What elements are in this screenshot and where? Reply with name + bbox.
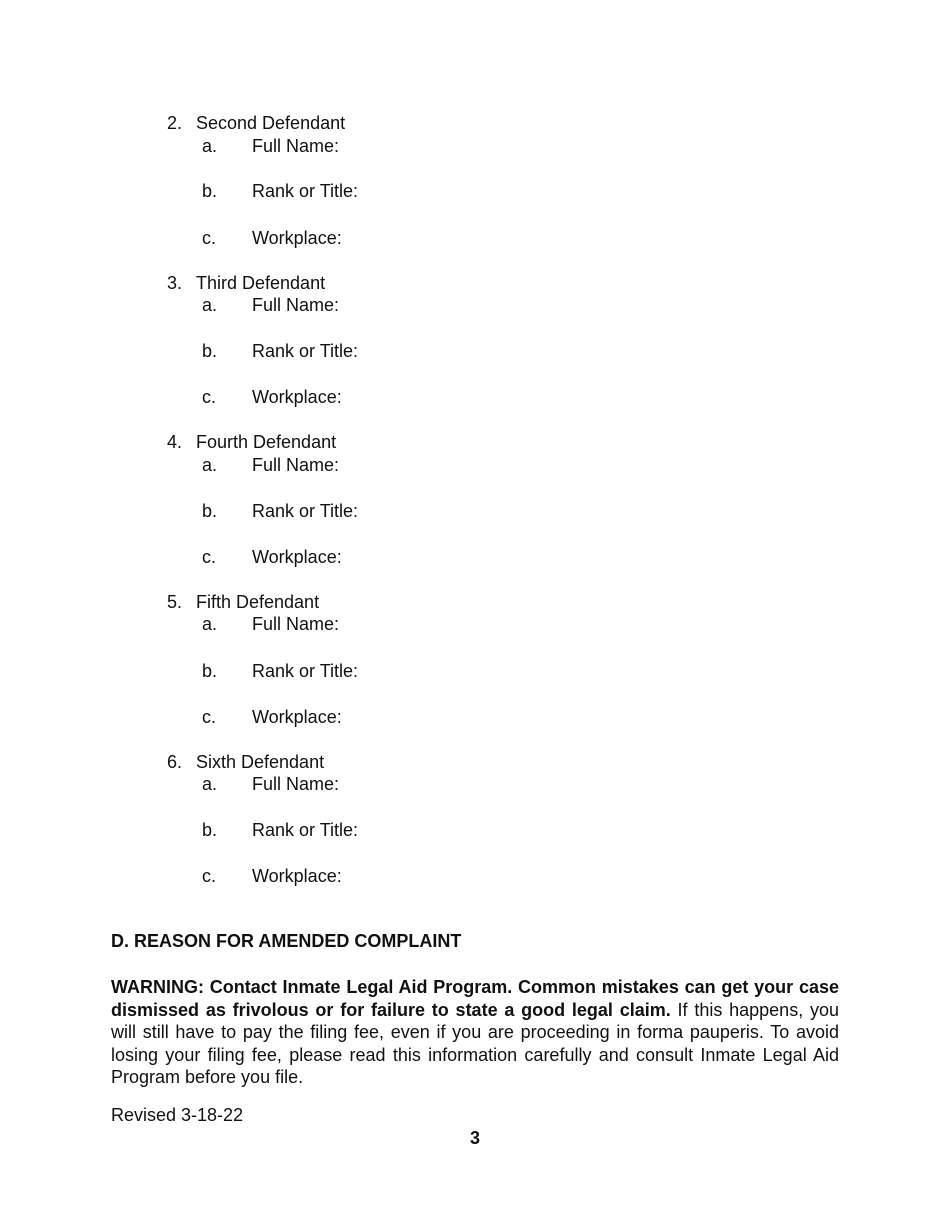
defendant-title: Third Defendant [196, 273, 326, 293]
field-letter: c. [202, 547, 217, 567]
defendant-heading [167, 431, 336, 453]
field-full-name [202, 135, 339, 157]
field-workplace [202, 706, 342, 728]
field-letter: b. [202, 181, 218, 201]
field-label: Full Name: [252, 774, 340, 794]
defendant-number: 2. [167, 113, 183, 133]
field-rank-title [202, 819, 358, 841]
field-workplace [202, 227, 342, 249]
defendant-heading [167, 751, 324, 773]
field-letter: c. [202, 228, 217, 248]
defendant-title: Fourth Defendant [196, 432, 337, 452]
field-letter: b. [202, 341, 218, 361]
defendant-number: 5. [167, 592, 183, 612]
field-label: Full Name: [252, 614, 340, 634]
field-full-name [202, 454, 339, 476]
defendant-title: Second Defendant [196, 113, 346, 133]
field-letter: a. [202, 614, 218, 634]
field-rank-title [202, 340, 358, 362]
field-label: Workplace: [252, 228, 342, 248]
defendant-heading [167, 591, 319, 613]
field-rank-title [202, 660, 358, 682]
field-letter: c. [202, 387, 217, 407]
field-label: Workplace: [252, 387, 342, 407]
page-number: 3 [469, 1128, 480, 1148]
field-label: Full Name: [252, 455, 340, 475]
field-label: Workplace: [252, 866, 342, 886]
defendant-number: 6. [167, 752, 183, 772]
field-label: Full Name: [252, 136, 340, 156]
field-letter: b. [202, 661, 218, 681]
field-letter: c. [202, 866, 217, 886]
field-label: Full Name: [252, 295, 340, 315]
field-label: Rank or Title: [252, 341, 359, 361]
field-letter: b. [202, 820, 218, 840]
field-label: Workplace: [252, 547, 342, 567]
field-label: Rank or Title: [252, 661, 359, 681]
field-label: Rank or Title: [252, 501, 359, 521]
field-letter: a. [202, 295, 218, 315]
field-rank-title [202, 500, 358, 522]
field-letter: a. [202, 774, 218, 794]
warning-body-text: If this happens, you will still have to pay the filing fee, even if you are proceeding in forma pauperis. To avoid losing your filing fee, please read this information carefully and consult Inmate Legal Aid Program before you file. [111, 999, 839, 1087]
field-workplace [202, 386, 342, 408]
field-rank-title [202, 180, 358, 202]
field-label: Workplace: [252, 707, 342, 727]
defendant-title: Sixth Defendant [196, 752, 325, 772]
field-letter: a. [202, 455, 218, 475]
field-full-name [202, 773, 339, 795]
defendant-title: Fifth Defendant [196, 592, 320, 612]
warning-paragraph [111, 976, 839, 1089]
revision-date: Revised 3-18-22 [111, 1105, 244, 1125]
section-d-heading: D. REASON FOR AMENDED COMPLAINT [111, 931, 462, 951]
defendant-number: 3. [167, 273, 183, 293]
field-full-name [202, 294, 339, 316]
field-label: Rank or Title: [252, 820, 359, 840]
field-workplace [202, 546, 342, 568]
defendant-number: 4. [167, 432, 183, 452]
defendant-heading [167, 112, 345, 134]
field-letter: c. [202, 707, 217, 727]
field-letter: b. [202, 501, 218, 521]
field-workplace [202, 865, 342, 887]
warning-bold-text: WARNING: Contact Inmate Legal Aid Program. Common mistakes can get your case dismissed as frivolous or for failure to state a good legal claim. [111, 977, 839, 1020]
field-label: Rank or Title: [252, 181, 359, 201]
field-letter: a. [202, 136, 218, 156]
defendant-heading [167, 272, 325, 294]
field-full-name [202, 613, 339, 635]
